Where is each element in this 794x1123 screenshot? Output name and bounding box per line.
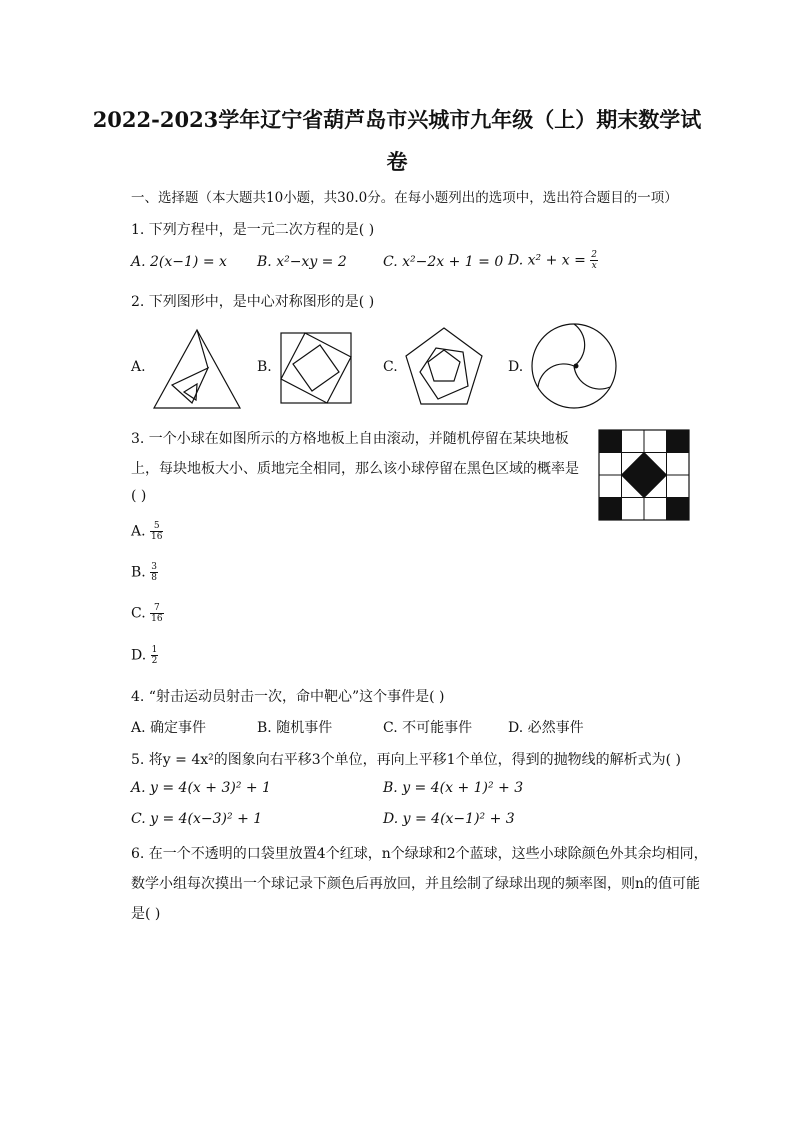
question-4-option-a: A. 确定事件 [131,720,207,736]
question-4-option-d: D. 必然事件 [508,720,584,736]
fraction-denominator: 16 [151,532,163,542]
nested-squares-figure [279,331,353,405]
option-fraction [150,562,158,583]
question-1-option-d-text: D. x² + x = [508,252,591,269]
question-4-option-b: B. 随机事件 [257,720,333,736]
question-1-stem: 1. 下列方程中，是一元二次方程的是( ) [131,222,375,238]
fraction-numerator: 3 [151,562,157,572]
page-title-continued: 卷 [386,149,408,174]
question-2-option-d-label: D. [508,359,524,375]
option-fraction [150,603,163,624]
question-6-line-2: 数学小组每次摸出一个球记录下颜色后再放回，并且绘制了绿球出现的频率图，则n的值可能 [131,876,701,892]
fraction-denominator: x [591,261,597,271]
question-5-option-b: B. y = 4(x + 1)² + 3 [383,780,524,796]
section-heading: 一、选择题（本大题共10小题，共30.0分。在每小题列出的选项中，选出符合题目的一项） [131,190,678,206]
question-1-option-d [508,250,598,271]
question-3-option-d [131,645,158,666]
question-3-option-b [131,562,158,583]
question-3-line-3: ( ) [131,488,147,504]
option-label: D. [131,647,147,664]
question-5-stem: 5. 将y = 4x²的图象向右平移3个单位，再向上平移1个单位，得到的抛物线的解析式为( ) [131,752,681,768]
question-3-option-c [131,603,164,624]
question-1-option-b: B. x²−xy = 2 [257,254,347,270]
fraction-denominator: 8 [151,573,157,583]
fraction-denominator: 16 [151,614,163,624]
fraction-numerator: 1 [151,645,158,655]
option-fraction [151,645,159,666]
question-1-option-d-fraction [590,250,598,271]
option-label: A. [131,523,146,540]
question-6-line-3: 是( ) [131,906,161,922]
question-1-option-c: C. x²−2x + 1 = 0 [383,254,504,270]
fraction-numerator: 2 [591,250,598,260]
question-1-option-a: A. 2(x−1) = x [131,254,227,270]
question-6-line-1: 6. 在一个不透明的口袋里放置4个红球，n个绿球和2个蓝球，这些小球除颜色外其余均相同， [131,846,708,862]
question-4-option-c: C. 不可能事件 [383,720,473,736]
nested-triangles-figure [152,328,242,410]
question-2-option-c-label: C. [383,359,398,375]
swirl-circle-figure [530,322,618,410]
fraction-denominator: 2 [151,656,158,666]
fraction-numerator: 7 [150,603,163,614]
question-4-stem: 4. “射击运动员射击一次，命中靶心”这个事件是( ) [131,689,445,705]
question-5-option-c: C. y = 4(x−3)² + 1 [131,811,263,827]
question-2-option-b-label: B. [257,359,272,375]
option-label: C. [131,605,146,622]
fraction-numerator: 5 [150,521,163,532]
question-3-line-1: 3. 一个小球在如图所示的方格地板上自由滚动，并随机停留在某块地板 [131,431,569,447]
question-3-option-a [131,521,163,542]
tile-grid-figure [598,429,690,521]
option-label: B. [131,564,146,581]
question-3-line-2: 上，每块地板大小、质地完全相同，那么该小球停留在黑色区域的概率是 [131,461,579,477]
option-fraction [150,521,163,542]
nested-pentagons-figure [403,326,485,408]
question-2-stem: 2. 下列图形中，是中心对称图形的是( ) [131,294,375,310]
question-5-option-a: A. y = 4(x + 3)² + 1 [131,780,271,796]
question-5-option-d: D. y = 4(x−1)² + 3 [383,811,515,827]
page-title: 2022-2023学年辽宁省葫芦岛市兴城市九年级（上）期末数学试 [92,107,702,132]
question-2-option-a-label: A. [131,359,146,375]
